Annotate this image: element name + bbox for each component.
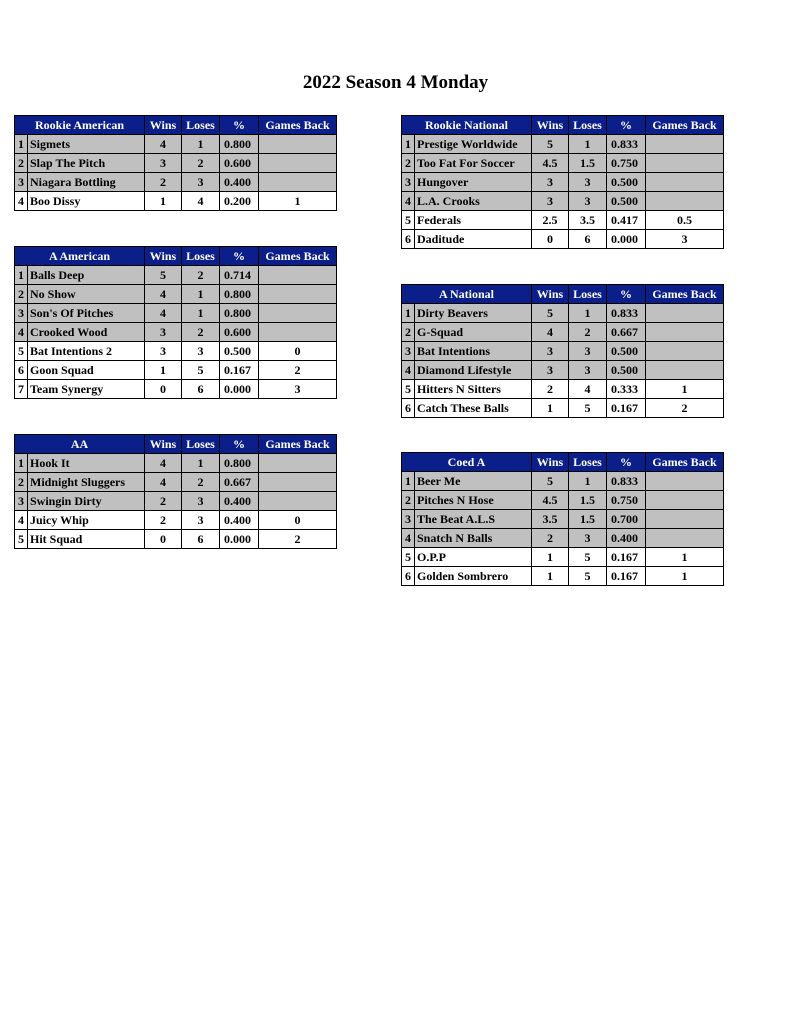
wins-header: Wins [145, 116, 182, 135]
team-name-cell: Boo Dissy [28, 192, 145, 211]
table-row [402, 211, 724, 230]
rank-cell: 4 [402, 361, 415, 380]
wins-cell: 5 [532, 472, 569, 491]
pct-cell: 0.333 [607, 380, 646, 399]
team-name-cell: Beer Me [415, 472, 532, 491]
rank-cell: 4 [402, 192, 415, 211]
pct-cell: 0.167 [607, 548, 646, 567]
wins-cell: 4 [145, 473, 182, 492]
pct-cell: 0.800 [220, 135, 259, 154]
rank-cell: 3 [402, 510, 415, 529]
games-back-cell [259, 454, 337, 473]
rank-cell: 4 [15, 323, 28, 342]
loses-cell: 5 [569, 399, 607, 418]
team-name-cell: Hit Squad [28, 530, 145, 549]
loses-cell: 3 [569, 361, 607, 380]
games-back-cell: 1 [646, 548, 724, 567]
games-back-cell [646, 192, 724, 211]
pct-cell: 0.400 [220, 492, 259, 511]
loses-cell: 1.5 [569, 510, 607, 529]
team-name-cell: Golden Sombrero [415, 567, 532, 586]
rank-cell: 1 [15, 266, 28, 285]
wins-cell: 2 [145, 173, 182, 192]
wins-cell: 4.5 [532, 491, 569, 510]
loses-cell: 6 [182, 530, 220, 549]
games-back-header: Games Back [646, 453, 724, 472]
games-back-cell [259, 492, 337, 511]
table-row [15, 473, 337, 492]
pct-header: % [607, 285, 646, 304]
table-row [15, 323, 337, 342]
wins-cell: 3 [145, 342, 182, 361]
wins-cell: 3 [145, 154, 182, 173]
loses-cell: 1 [182, 304, 220, 323]
wins-header: Wins [532, 453, 569, 472]
games-back-cell: 2 [259, 530, 337, 549]
games-back-cell [259, 323, 337, 342]
team-name-cell: Prestige Worldwide [415, 135, 532, 154]
games-back-cell [646, 510, 724, 529]
division-header: Coed A [402, 453, 532, 472]
pct-cell: 0.600 [220, 154, 259, 173]
table-row [402, 135, 724, 154]
table-row [15, 266, 337, 285]
rank-cell: 4 [15, 511, 28, 530]
pct-cell: 0.600 [220, 323, 259, 342]
pct-header: % [607, 453, 646, 472]
table-row [15, 492, 337, 511]
loses-cell: 1.5 [569, 491, 607, 510]
team-name-cell: Crooked Wood [28, 323, 145, 342]
pct-header: % [607, 116, 646, 135]
loses-cell: 5 [182, 361, 220, 380]
loses-cell: 3 [182, 492, 220, 511]
table-row [402, 510, 724, 529]
loses-cell: 1.5 [569, 154, 607, 173]
standings-table-aa [14, 434, 337, 549]
team-name-cell: L.A. Crooks [415, 192, 532, 211]
games-back-cell [259, 154, 337, 173]
table-row [402, 472, 724, 491]
team-name-cell: Son's Of Pitches [28, 304, 145, 323]
rank-cell: 5 [402, 211, 415, 230]
games-back-cell [646, 529, 724, 548]
loses-cell: 6 [182, 380, 220, 399]
table-row [402, 399, 724, 418]
division-header: Rookie American [15, 116, 145, 135]
games-back-cell [259, 285, 337, 304]
team-name-cell: Hungover [415, 173, 532, 192]
games-back-cell: 1 [646, 567, 724, 586]
wins-cell: 4 [145, 454, 182, 473]
wins-cell: 4 [145, 304, 182, 323]
pct-cell: 0.750 [607, 491, 646, 510]
table-header-row [402, 453, 724, 472]
team-name-cell: Dirty Beavers [415, 304, 532, 323]
rank-cell: 6 [402, 399, 415, 418]
games-back-cell: 2 [259, 361, 337, 380]
wins-cell: 3 [145, 323, 182, 342]
wins-header: Wins [532, 285, 569, 304]
team-name-cell: G-Squad [415, 323, 532, 342]
pct-cell: 0.833 [607, 135, 646, 154]
rank-cell: 1 [15, 135, 28, 154]
pct-cell: 0.800 [220, 285, 259, 304]
team-name-cell: Pitches N Hose [415, 491, 532, 510]
rank-cell: 5 [15, 342, 28, 361]
games-back-cell [646, 154, 724, 173]
pct-cell: 0.500 [607, 173, 646, 192]
rank-cell: 7 [15, 380, 28, 399]
team-name-cell: Swingin Dirty [28, 492, 145, 511]
wins-cell: 3 [532, 342, 569, 361]
pct-cell: 0.500 [220, 342, 259, 361]
games-back-header: Games Back [646, 285, 724, 304]
wins-header: Wins [145, 247, 182, 266]
games-back-header: Games Back [259, 247, 337, 266]
loses-header: Loses [569, 116, 607, 135]
games-back-cell [259, 135, 337, 154]
wins-cell: 0 [145, 530, 182, 549]
table-row [15, 342, 337, 361]
pct-cell: 0.167 [220, 361, 259, 380]
pct-header: % [220, 116, 259, 135]
pct-cell: 0.400 [220, 511, 259, 530]
rank-cell: 1 [402, 304, 415, 323]
table-header-row [402, 116, 724, 135]
games-back-header: Games Back [259, 116, 337, 135]
wins-cell: 1 [532, 567, 569, 586]
table-row [402, 304, 724, 323]
table-row [15, 304, 337, 323]
pct-cell: 0.700 [607, 510, 646, 529]
team-name-cell: Sigmets [28, 135, 145, 154]
pct-cell: 0.167 [607, 399, 646, 418]
wins-cell: 3.5 [532, 510, 569, 529]
wins-cell: 1 [532, 548, 569, 567]
table-row [402, 361, 724, 380]
pct-cell: 0.500 [607, 361, 646, 380]
loses-cell: 2 [569, 323, 607, 342]
table-row [402, 230, 724, 249]
table-row [15, 361, 337, 380]
wins-cell: 5 [532, 304, 569, 323]
pct-cell: 0.200 [220, 192, 259, 211]
team-name-cell: Slap The Pitch [28, 154, 145, 173]
team-name-cell: Diamond Lifestyle [415, 361, 532, 380]
table-row [402, 380, 724, 399]
table-row [15, 454, 337, 473]
loses-cell: 1 [569, 135, 607, 154]
games-back-cell: 0 [259, 511, 337, 530]
standings-table-rookie-national [401, 115, 724, 249]
pct-cell: 0.667 [220, 473, 259, 492]
games-back-cell [646, 342, 724, 361]
games-back-cell: 3 [646, 230, 724, 249]
division-header: AA [15, 435, 145, 454]
loses-cell: 2 [182, 473, 220, 492]
pct-cell: 0.800 [220, 304, 259, 323]
games-back-cell [259, 304, 337, 323]
rank-cell: 2 [15, 154, 28, 173]
table-row [402, 173, 724, 192]
games-back-cell [646, 173, 724, 192]
table-row [15, 380, 337, 399]
pct-cell: 0.000 [220, 530, 259, 549]
team-name-cell: Bat Intentions [415, 342, 532, 361]
table-row [402, 548, 724, 567]
pct-cell: 0.800 [220, 454, 259, 473]
table-header-row [15, 247, 337, 266]
games-back-cell: 1 [646, 380, 724, 399]
rank-cell: 4 [402, 529, 415, 548]
team-name-cell: Federals [415, 211, 532, 230]
rank-cell: 3 [15, 304, 28, 323]
wins-cell: 5 [532, 135, 569, 154]
loses-cell: 3 [569, 342, 607, 361]
table-header-row [15, 435, 337, 454]
loses-cell: 2 [182, 323, 220, 342]
rank-cell: 4 [15, 192, 28, 211]
games-back-cell [646, 135, 724, 154]
division-header: Rookie National [402, 116, 532, 135]
pct-cell: 0.400 [607, 529, 646, 548]
wins-cell: 0 [532, 230, 569, 249]
loses-cell: 3 [569, 173, 607, 192]
team-name-cell: No Show [28, 285, 145, 304]
loses-cell: 6 [569, 230, 607, 249]
rank-cell: 3 [402, 342, 415, 361]
rank-cell: 3 [15, 173, 28, 192]
standings-table-rookie-american [14, 115, 337, 211]
rank-cell: 5 [15, 530, 28, 549]
table-row [15, 173, 337, 192]
loses-cell: 3 [569, 192, 607, 211]
standings-table-a-american [14, 246, 337, 399]
pct-cell: 0.667 [607, 323, 646, 342]
team-name-cell: Bat Intentions 2 [28, 342, 145, 361]
rank-cell: 2 [402, 154, 415, 173]
table-row [402, 567, 724, 586]
wins-cell: 2 [532, 380, 569, 399]
team-name-cell: Niagara Bottling [28, 173, 145, 192]
wins-cell: 1 [145, 361, 182, 380]
games-back-cell [259, 266, 337, 285]
rank-cell: 2 [15, 285, 28, 304]
rank-cell: 3 [402, 173, 415, 192]
wins-cell: 5 [145, 266, 182, 285]
rank-cell: 3 [15, 492, 28, 511]
games-back-cell [646, 491, 724, 510]
rank-cell: 2 [402, 323, 415, 342]
team-name-cell: Too Fat For Soccer [415, 154, 532, 173]
table-row [402, 323, 724, 342]
games-back-cell [259, 473, 337, 492]
loses-cell: 3.5 [569, 211, 607, 230]
wins-cell: 2 [145, 511, 182, 530]
table-row [15, 192, 337, 211]
team-name-cell: Snatch N Balls [415, 529, 532, 548]
loses-header: Loses [569, 285, 607, 304]
pct-cell: 0.167 [607, 567, 646, 586]
games-back-cell: 1 [259, 192, 337, 211]
loses-header: Loses [182, 247, 220, 266]
games-back-header: Games Back [646, 116, 724, 135]
loses-cell: 1 [569, 304, 607, 323]
wins-cell: 1 [145, 192, 182, 211]
table-row [402, 491, 724, 510]
team-name-cell: Hook It [28, 454, 145, 473]
games-back-cell: 0.5 [646, 211, 724, 230]
pct-header: % [220, 435, 259, 454]
rank-cell: 6 [15, 361, 28, 380]
table-row [15, 135, 337, 154]
team-name-cell: Daditude [415, 230, 532, 249]
wins-cell: 3 [532, 173, 569, 192]
team-name-cell: O.P.P [415, 548, 532, 567]
games-back-header: Games Back [259, 435, 337, 454]
loses-cell: 4 [569, 380, 607, 399]
games-back-cell: 0 [259, 342, 337, 361]
games-back-cell [646, 304, 724, 323]
table-row [15, 154, 337, 173]
loses-cell: 5 [569, 548, 607, 567]
team-name-cell: The Beat A.L.S [415, 510, 532, 529]
loses-cell: 2 [182, 154, 220, 173]
rank-cell: 2 [15, 473, 28, 492]
team-name-cell: Midnight Sluggers [28, 473, 145, 492]
games-back-cell [646, 472, 724, 491]
division-header: A American [15, 247, 145, 266]
page-title: 2022 Season 4 Monday [302, 72, 489, 93]
team-name-cell: Juicy Whip [28, 511, 145, 530]
standings-table-coed-a [401, 452, 724, 586]
table-row [15, 285, 337, 304]
loses-cell: 3 [182, 342, 220, 361]
pct-cell: 0.714 [220, 266, 259, 285]
wins-header: Wins [532, 116, 569, 135]
loses-cell: 5 [569, 567, 607, 586]
rank-cell: 2 [402, 491, 415, 510]
games-back-cell [646, 361, 724, 380]
table-header-row [15, 116, 337, 135]
team-name-cell: Catch These Balls [415, 399, 532, 418]
pct-cell: 0.417 [607, 211, 646, 230]
rank-cell: 6 [402, 567, 415, 586]
rank-cell: 1 [402, 135, 415, 154]
wins-header: Wins [145, 435, 182, 454]
rank-cell: 1 [15, 454, 28, 473]
team-name-cell: Goon Squad [28, 361, 145, 380]
games-back-cell: 2 [646, 399, 724, 418]
pct-cell: 0.000 [607, 230, 646, 249]
table-row [402, 529, 724, 548]
pct-header: % [220, 247, 259, 266]
wins-cell: 2 [145, 492, 182, 511]
pct-cell: 0.000 [220, 380, 259, 399]
team-name-cell: Team Synergy [28, 380, 145, 399]
wins-cell: 4 [145, 135, 182, 154]
wins-cell: 3 [532, 192, 569, 211]
loses-cell: 3 [182, 511, 220, 530]
wins-cell: 4.5 [532, 154, 569, 173]
loses-header: Loses [182, 116, 220, 135]
games-back-cell [646, 323, 724, 342]
loses-cell: 1 [182, 135, 220, 154]
loses-cell: 1 [569, 472, 607, 491]
division-header: A National [402, 285, 532, 304]
loses-cell: 1 [182, 285, 220, 304]
pct-cell: 0.500 [607, 342, 646, 361]
table-header-row [402, 285, 724, 304]
loses-cell: 3 [569, 529, 607, 548]
wins-cell: 2.5 [532, 211, 569, 230]
loses-cell: 4 [182, 192, 220, 211]
pct-cell: 0.400 [220, 173, 259, 192]
wins-cell: 1 [532, 399, 569, 418]
games-back-cell [259, 173, 337, 192]
wins-cell: 3 [532, 361, 569, 380]
pct-cell: 0.750 [607, 154, 646, 173]
pct-cell: 0.833 [607, 472, 646, 491]
wins-cell: 4 [145, 285, 182, 304]
pct-cell: 0.833 [607, 304, 646, 323]
rank-cell: 5 [402, 380, 415, 399]
table-row [15, 530, 337, 549]
team-name-cell: Hitters N Sitters [415, 380, 532, 399]
wins-cell: 4 [532, 323, 569, 342]
table-row [402, 342, 724, 361]
loses-cell: 1 [182, 454, 220, 473]
table-row [402, 154, 724, 173]
loses-header: Loses [182, 435, 220, 454]
rank-cell: 6 [402, 230, 415, 249]
rank-cell: 1 [402, 472, 415, 491]
table-row [15, 511, 337, 530]
games-back-cell: 3 [259, 380, 337, 399]
wins-cell: 2 [532, 529, 569, 548]
loses-header: Loses [569, 453, 607, 472]
rank-cell: 5 [402, 548, 415, 567]
pct-cell: 0.500 [607, 192, 646, 211]
team-name-cell: Balls Deep [28, 266, 145, 285]
table-row [402, 192, 724, 211]
loses-cell: 3 [182, 173, 220, 192]
standings-table-a-national [401, 284, 724, 418]
loses-cell: 2 [182, 266, 220, 285]
wins-cell: 0 [145, 380, 182, 399]
